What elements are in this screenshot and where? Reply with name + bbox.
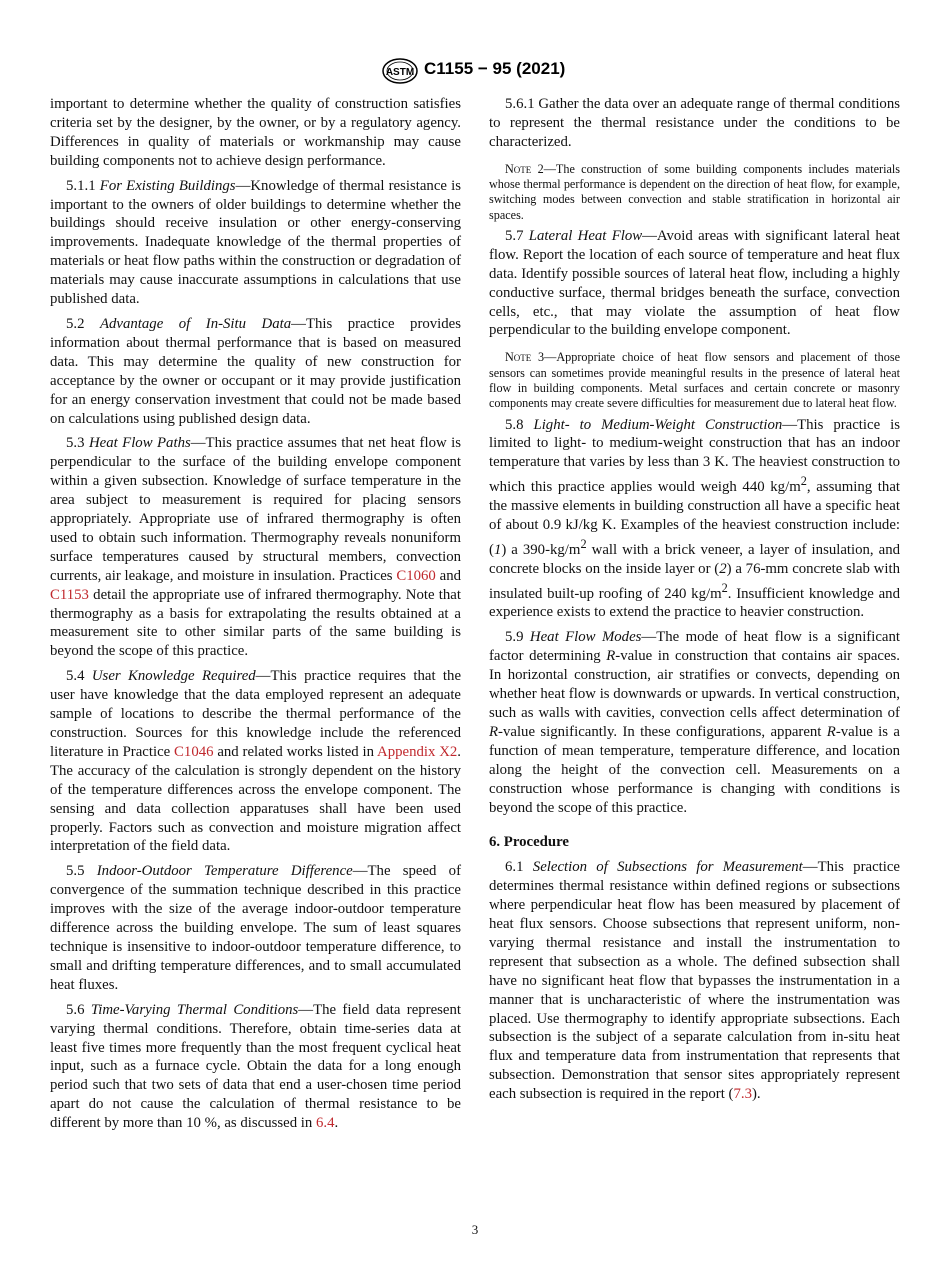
reference-link-c1046[interactable]: C1046 <box>174 743 214 760</box>
document-designation: C1155 − 95 (2021) <box>424 59 566 78</box>
section-text: detail the appropriate use of infrared thermography. Note that thermography as a basis for extrapolating the results obtained at a measurement site to other similar parts of the same building is beyond the scope of this practice. <box>50 586 461 660</box>
section-text: —This practice requires that the user have knowledge that the data employed represent an adequate sample of locations to describe the thermal performance of the construction. Sources for this knowledge include the referenced literature in Practice <box>50 668 462 760</box>
r-symbol: R <box>606 648 616 665</box>
note-2 <box>489 162 900 223</box>
section-number: 5.3 <box>66 435 85 452</box>
section-text: . <box>334 1115 339 1132</box>
r-symbol: R <box>489 723 499 740</box>
section-number: 5.7 <box>505 227 524 244</box>
section-5-9 <box>489 628 900 817</box>
section-text: and <box>435 567 461 584</box>
section-heading-procedure: 6. Procedure <box>489 834 569 851</box>
left-column <box>50 95 461 1139</box>
section-5-6-1: 5.6.1 Gather the data over an adequate range of thermal conditions to represent the thermal resistance under the conditions to be characterized. <box>489 96 900 150</box>
paragraph-continued: important to determine whether the quality of construction satisfies criteria set by the designer, by the owner, or by a regulatory agency. Differences in quality of materials or workmanship may cause building components not to achieve design performance. <box>50 96 461 169</box>
section-6-1 <box>489 858 900 1104</box>
section-text: -value is a function of mean temperature, temperature difference, and location along the height of the convection cell. Measurements on a construction whose performance is changing with conditions is beyond the scope of this practice. <box>489 723 900 816</box>
superscript: 2 <box>800 474 807 489</box>
section-text: . Insufficient knowledge and experience exists to extend the practice to heavier construction. <box>489 585 900 621</box>
superscript: 2 <box>580 536 587 551</box>
r-symbol: R <box>826 723 836 740</box>
reference-link-c1153[interactable]: C1153 <box>50 586 89 603</box>
reference-link-c1060[interactable]: C1060 <box>396 567 436 584</box>
superscript: 2 <box>721 580 728 595</box>
page-number: 3 <box>471 1222 479 1237</box>
section-text: and related works listed in <box>213 743 378 760</box>
section-number: 5.4 <box>66 668 85 685</box>
section-title: Heat Flow Modes <box>529 629 642 646</box>
section-title: User Knowledge Required <box>91 668 256 685</box>
section-text: ). <box>751 1086 761 1103</box>
section-text: —Knowledge of thermal resistance is important to the owners of older buildings to determine whether the buildings should receive insulation or other energy-conserving improvements. Inadequate knowledge of the thermal properties of materials or heat flow paths within the construction or degradation of materials may cause inaccurate assumptions in calculations that use published data. <box>50 177 462 308</box>
note-label: Note 3 <box>505 350 545 365</box>
section-5-7 <box>489 227 900 340</box>
section-text: —The mode of heat flow is a significant factor determining <box>489 629 900 665</box>
page-header <box>0 58 950 84</box>
section-5-8 <box>489 416 900 623</box>
astm-logo-text: ASTM <box>385 67 415 78</box>
list-marker: 1 <box>493 541 502 558</box>
section-text: . The accuracy of the calculation is strongly dependent on the history of the temperature differences across the envelope component. The sensing and data collection apparatuses shall have been used properly. Factors such as convection and moisture migration affect interpretation of the field data. <box>50 743 461 855</box>
section-text: —This practice provides information about thermal performance that is based on measured data. This may determine the quality of new construction for acceptance by the owner or occupant or it may provide justification for an energy conservation investment that could not be made based on calculations using published design data. <box>50 315 462 427</box>
section-text: , assuming that the massive elements in building construction all have a specific heat of about 0.9 kJ/kg K. Examples of the heaviest construction include: ( <box>489 479 900 558</box>
note-text: —Appropriate choice of heat flow sensors and placement of those sensors can sometimes provide meaningful results in the presence of lateral heat flow in building components. Metal surfaces and certain concrete or masonry components may create severe difficulties for measurement due to lateral heat flow. <box>489 350 900 411</box>
section-text: —The speed of convergence of the summation technique described in this practice improves with the size of the average indoor-outdoor temperature difference across the building envelope. The sum of least squares technique is insensitive to indoor-outdoor temperature difference, to small and drifting temperature differences, and to small accumulated heat fluxes. <box>50 863 462 993</box>
section-5-6 <box>50 1001 461 1133</box>
section-title: Lateral Heat Flow <box>528 227 643 244</box>
section-number: 5.6 <box>66 1001 85 1018</box>
section-text: —The field data represent varying thermal conditions. Therefore, obtain time-series data at least five times more frequently than the most frequent cyclical heat input, such as a furnace cycle. Obtain the data for a long enough period such that two sets of data that end a user-chosen time period apart do not cause the calculation of thermal resistance to be different by more than 10 %, as discussed in <box>50 1001 461 1132</box>
section-number: 5.2 <box>66 315 85 332</box>
section-text: —This practice is limited to light- to medium-weight construction that has an indoor temperature that varies by less than 3 K. The heaviest construction to which this practice applies would weigh 440 kg/m <box>489 416 900 496</box>
reference-link-6-4[interactable]: 6.4 <box>316 1115 335 1132</box>
section-text: —This practice assumes that net heat flow is perpendicular to the surface of the building envelope component within a given subsection. Knowledge of surface temperature in the area subject to measurement is required for placing sensors appropriately. Appropriate use of infrared thermography is often used to obtain such information. Thermography reveals nonuniform surface temperatures caused by structural members, convection currents, air leakage, and moisture in insulation. Practices <box>50 435 461 584</box>
section-title: For Existing Buildings <box>99 177 236 194</box>
section-5-1-1 <box>50 177 461 309</box>
astm-logo-icon <box>381 58 419 84</box>
section-text: ) a 390-kg/m <box>501 541 581 558</box>
section-5-3 <box>50 434 461 661</box>
section-title: Heat Flow Paths <box>88 435 191 452</box>
right-column <box>489 95 900 1110</box>
section-5-4 <box>50 667 461 856</box>
section-text: —This practice determines thermal resistance within defined regions or subsections where perpendicular heat flow has been measured by placement of heat flux sensors. Choose subsections that represent uniform, non-varying thermal resistance and install the instrumentation to represent that subsection as a whole. The defined subsection shall have no significant heat flow that bypasses the instrumentation in a manner that is uncharacteristic of where the instrumentation was placed. Use thermography to identify appropriate subsections. Each subsection is the subject of a separate calculation from in-situ heat flux and temperature data from instrumentation that represents that subsection. Demonstration that sensor sites appropriately represent each subsection is required in the report ( <box>489 859 901 1103</box>
note-3 <box>489 350 900 411</box>
reference-link-7-3[interactable]: 7.3 <box>733 1086 752 1103</box>
section-5-2 <box>50 315 461 428</box>
section-number: 5.8 <box>505 416 524 433</box>
section-number: 6.1 <box>505 859 524 876</box>
section-title: Indoor-Outdoor Temperature Difference <box>96 863 353 880</box>
reference-link-appendix-x2[interactable]: Appendix X2 <box>377 743 458 760</box>
note-label: Note 2 <box>505 161 544 176</box>
section-title: Light- to Medium-Weight Construction <box>533 416 783 433</box>
section-text: -value in construction that contains air spaces. In horizontal construction, air stratifies or convects, depending on whether heat flow is downwards or upwards. In vertical construction, such as walls with cavities, convection cells affect determination of <box>489 648 900 721</box>
note-text: —The construction of some building components includes materials whose thermal performance is dependent on the direction of heat flow, for example, switching modes between convection and stable stratification in horizontal air spaces. <box>489 161 901 222</box>
section-title: Selection of Subsections for Measurement <box>532 859 803 876</box>
section-number: 5.9 <box>505 629 524 646</box>
section-number: 5.5 <box>66 863 85 880</box>
section-text: —Avoid areas with significant lateral heat flow. Report the location of each source of temperature and heat flux data. Identify possible sources of lateral heat flow, including a highly conductive surface, thermal bridges beneath the surface, convection cells, etc., that may violate the assumption of heat flow perpendicular to the building envelope component. <box>489 227 901 339</box>
section-text: wall with a brick veneer, a layer of insulation, and concrete blocks on the inside layer or ( <box>489 541 901 577</box>
section-text: -value significantly. In these configurations, apparent <box>498 723 827 740</box>
section-text: ) a 76-mm concrete slab with insulated built-up roofing of 240 kg/m <box>489 560 900 602</box>
section-title: Time-Varying Thermal Conditions <box>90 1001 299 1018</box>
section-5-5 <box>50 862 461 994</box>
list-marker: 2 <box>719 560 727 577</box>
section-title: Advantage of In-Situ Data <box>100 315 292 332</box>
section-number: 5.1.1 <box>66 177 96 194</box>
